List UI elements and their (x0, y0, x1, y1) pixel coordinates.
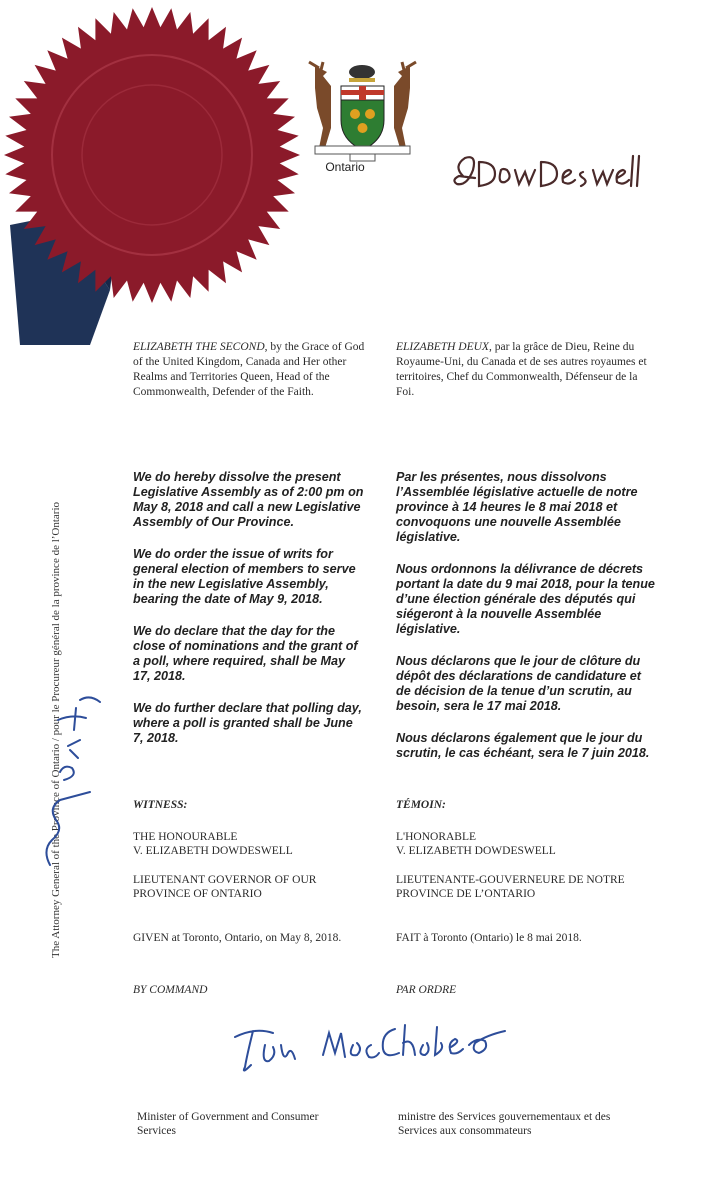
office-en-line1: LIEUTENANT GOVERNOR OF OUR (133, 874, 317, 886)
minister-title-en-line2: Services (137, 1125, 176, 1137)
red-seal-icon (0, 0, 300, 350)
witness-label-en: WITNESS: (133, 799, 188, 811)
royal-style-fr (396, 340, 656, 400)
ontario-label: Ontario (325, 160, 365, 174)
minister-title-en-line1: Minister of Government and Consumer (137, 1111, 319, 1123)
minister-title-en (137, 1110, 367, 1138)
attorney-general-signature (20, 680, 120, 880)
proclamation-en-paragraph: We do hereby dissolve the present Legislative Assembly as of 2:00 pm on May 8, 2018 and call a new Legislative Assembly of Our Province. (133, 470, 364, 529)
proclamation-fr-paragraph: Nous ordonnons la délivrance de décrets portant la date du 9 mai 2018, pour la tenue d’une élection générale des députés qui siégeront à la nouvelle Assemblée législative. (396, 562, 655, 636)
lieutenant-governor-signature (445, 148, 645, 198)
minister-title-fr-line2: Services aux consommateurs (398, 1125, 532, 1137)
royal-style-en-rest: , by the Grace of God of the United Kingdom, Canada and Her other Realms and Territories Queen, Head of the Commonwealth, Defender of the Faith. (133, 341, 365, 398)
honorific-en: THE HONOURABLE (133, 831, 238, 843)
office-en-line2: PROVINCE OF ONTARIO (133, 888, 262, 900)
proclamation-en (133, 470, 365, 763)
proclamation-fr (396, 470, 656, 778)
proclamation-fr-paragraph: Nous déclarons également que le jour du scrutin, le cas échéant, sera le 7 juin 2018. (396, 731, 650, 760)
minister-title-fr (398, 1110, 658, 1138)
minister-title-fr-line1: ministre des Services gouvernementaux et des (398, 1111, 611, 1123)
royal-name-en: ELIZABETH THE SECOND (133, 341, 265, 353)
office-fr-line1: LIEUTENANTE-GOUVERNEURE DE NOTRE (396, 874, 625, 886)
proclamation-en-paragraph: We do further declare that polling day, where a poll is granted shall be June 7, 2018. (133, 701, 362, 745)
proclamation-en-paragraph: We do declare that the day for the close of nominations and the grant of a poll, where required, shall be May 17, 2018. (133, 624, 358, 683)
given-fr: FAIT à Toronto (Ontario) le 8 mai 2018. (396, 932, 582, 944)
proclamation-fr-paragraph: Par les présentes, nous dissolvons l’Assemblée législative actuelle de notre province à 14 heures le 8 mai 2018 et convoquons une nouvelle Assemblée législative. (396, 470, 638, 544)
by-command-en: BY COMMAND (133, 984, 208, 996)
proclamation-fr-paragraph: Nous déclarons que le jour de clôture du dépôt des déclarations de candidature et de décision de la tenue d’un scrutin, au besoin, sera le 17 mai 2018. (396, 654, 641, 713)
royal-name-fr: ELIZABETH DEUX (396, 341, 489, 353)
minister-signature (225, 1015, 515, 1085)
given-en: GIVEN at Toronto, Ontario, on May 8, 2018. (133, 932, 342, 944)
attorney-general-vertical-text: The Attorney General of the Province of Ontario / pour le Procureur général de la province de l’Ontario (50, 501, 62, 958)
royal-style-fr-rest: , par la grâce de Dieu, Reine du Royaume-Uni, du Canada et de ses autres royaumes et territoires, Chef du Commonwealth, Défenseur de la Foi. (396, 341, 647, 398)
witness-label-fr: TÉMOIN: (396, 799, 446, 811)
office-fr-line2: PROVINCE DE L’ONTARIO (396, 888, 536, 900)
honorific-fr: L'HONORABLE (396, 831, 477, 843)
witness-name-en: V. ELIZABETH DOWDESWELL (133, 845, 293, 857)
proclamation-en-paragraph: We do order the issue of writs for general election of members to serve in the new Legislative Assembly, bearing the date of May 9, 2018. (133, 547, 356, 606)
royal-style-en (133, 340, 365, 400)
witness-name-fr: V. ELIZABETH DOWDESWELL (396, 845, 556, 857)
by-command-fr: PAR ORDRE (396, 984, 457, 996)
